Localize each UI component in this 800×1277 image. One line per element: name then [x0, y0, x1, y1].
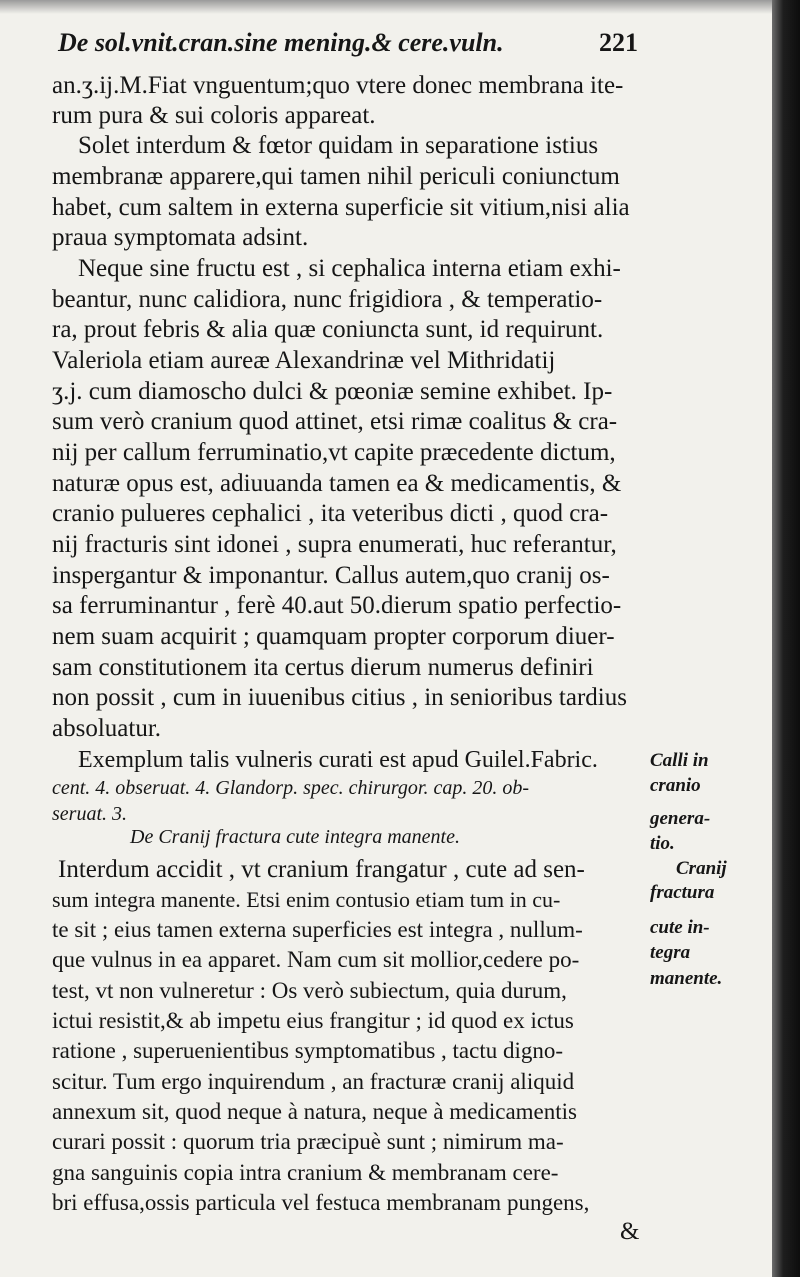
- running-head: [58, 28, 638, 58]
- text-line: ra, prout febris & alia quæ coniuncta sunt, id requirunt.: [52, 316, 604, 343]
- margin-note-line: fractura: [650, 882, 715, 903]
- margin-note-line: tegra: [650, 942, 691, 963]
- text-line: ʒ.j. cum diamoscho dulci & pœoniæ semine exhibet. Ip-: [52, 378, 613, 405]
- margin-note-line: tio.: [650, 833, 675, 854]
- section-heading: De Cranij fractura cute integra manente.: [130, 826, 460, 848]
- text-line: nij per callum ferruminatio,vt capite præcedente dictum,: [52, 439, 616, 466]
- text-line: rum pura & sui coloris appareat.: [52, 102, 376, 129]
- text-line: an.ʒ.ij.M.Fiat vnguentum;quo vtere donec membrana ite-: [52, 72, 624, 99]
- text-line: annexum sit, quod neque à natura, neque à medicamentis: [52, 1099, 577, 1124]
- text-line: ictui resistit,& ab impetu eius frangitur ; id quod ex ictus: [52, 1008, 574, 1033]
- text-line: sum integra manente. Etsi enim contusio etiam tum in cu-: [52, 887, 561, 912]
- book-binding-edge: [772, 0, 800, 1277]
- text-line: bri effusa,ossis particula vel festuca membranam pungens,: [52, 1190, 590, 1215]
- margin-note-line: cute in-: [650, 917, 710, 938]
- text-line: te sit ; eius tamen externa superficies est integra , nullum-: [52, 917, 583, 942]
- text-line: absoluatur.: [52, 715, 162, 742]
- text-line: gna sanguinis copia intra cranium & membranam cere-: [52, 1160, 559, 1185]
- margin-note-line: Cranij: [676, 858, 727, 879]
- citation-line: cent. 4. obseruat. 4. Glandorp. spec. chirurgor. cap. 20. ob-: [52, 777, 529, 799]
- text-line: scitur. Tum ergo inquirendum , an fracturæ cranij aliquid: [52, 1069, 575, 1094]
- margin-note-line: cranio: [650, 775, 701, 796]
- text-line: nij fracturis sint idonei , supra enumerati, huc referantur,: [52, 531, 617, 558]
- text-line: naturæ opus est, adiuuanda tamen ea & medicamentis, &: [52, 470, 622, 497]
- page-top-shadow: [0, 0, 772, 14]
- text-line: nem suam acquirit ; quamquam propter corporum diuer-: [52, 623, 615, 650]
- text-line: sum verò cranium quod attinet, etsi rimæ coalitus & cra-: [52, 408, 618, 435]
- text-line: Solet interdum & fœtor quidam in separatione istius: [78, 132, 599, 159]
- citation-line: seruat. 3.: [52, 803, 127, 825]
- text-line: que vulnus in ea apparet. Nam cum sit mollior,cedere po-: [52, 947, 580, 972]
- text-line: Exemplum talis vulneris curati est apud Guilel.Fabric.: [78, 747, 598, 773]
- text-line: inspergantur & imponantur. Callus autem,quo cranij os-: [52, 562, 610, 589]
- text-line: cranio pulueres cephalici , ita veteribus dicti , quod cra-: [52, 500, 609, 527]
- text-line: Neque sine fructu est , si cephalica interna etiam exhi-: [78, 255, 621, 282]
- text-line: non possit , cum in iuuenibus citius , in senioribus tardius: [52, 684, 627, 711]
- text-line: praua symptomata adsint.: [52, 224, 309, 251]
- text-line: habet, cum saltem in externa superficie sit vitium,nisi alia: [52, 194, 630, 221]
- text-line: ratione , superuenientibus symptomatibus , tactu digno-: [52, 1038, 564, 1063]
- margin-note-line: manente.: [650, 968, 723, 989]
- text-line: sam constitutionem ita certus dierum numerus definiri: [52, 654, 594, 681]
- text-line: test, vt non vulneretur : Os verò subiectum, quia durum,: [52, 978, 567, 1003]
- text-line: beantur, nunc calidiora, nunc frigidiora , & temperatio-: [52, 286, 603, 313]
- text-line: membranæ apparere,qui tamen nihil periculi coniunctum: [52, 163, 620, 190]
- page-number: 221: [599, 28, 638, 57]
- text-line: sa ferruminantur , ferè 40.aut 50.dierum spatio perfectio-: [52, 592, 622, 619]
- catchword: &: [620, 1218, 640, 1245]
- text-line: Valeriola etiam aureæ Alexandrinæ vel Mithridatij: [52, 347, 556, 374]
- text-line: Interdum accidit , vt cranium frangatur , cute ad sen-: [58, 856, 585, 883]
- margin-note-line: genera-: [650, 808, 711, 829]
- running-head-title: De sol.vnit.cran.sine mening.& cere.vuln.: [58, 28, 504, 57]
- margin-note-line: Calli in: [650, 750, 709, 771]
- text-line: curari possit : quorum tria præcipuè sunt ; nimirum ma-: [52, 1129, 564, 1154]
